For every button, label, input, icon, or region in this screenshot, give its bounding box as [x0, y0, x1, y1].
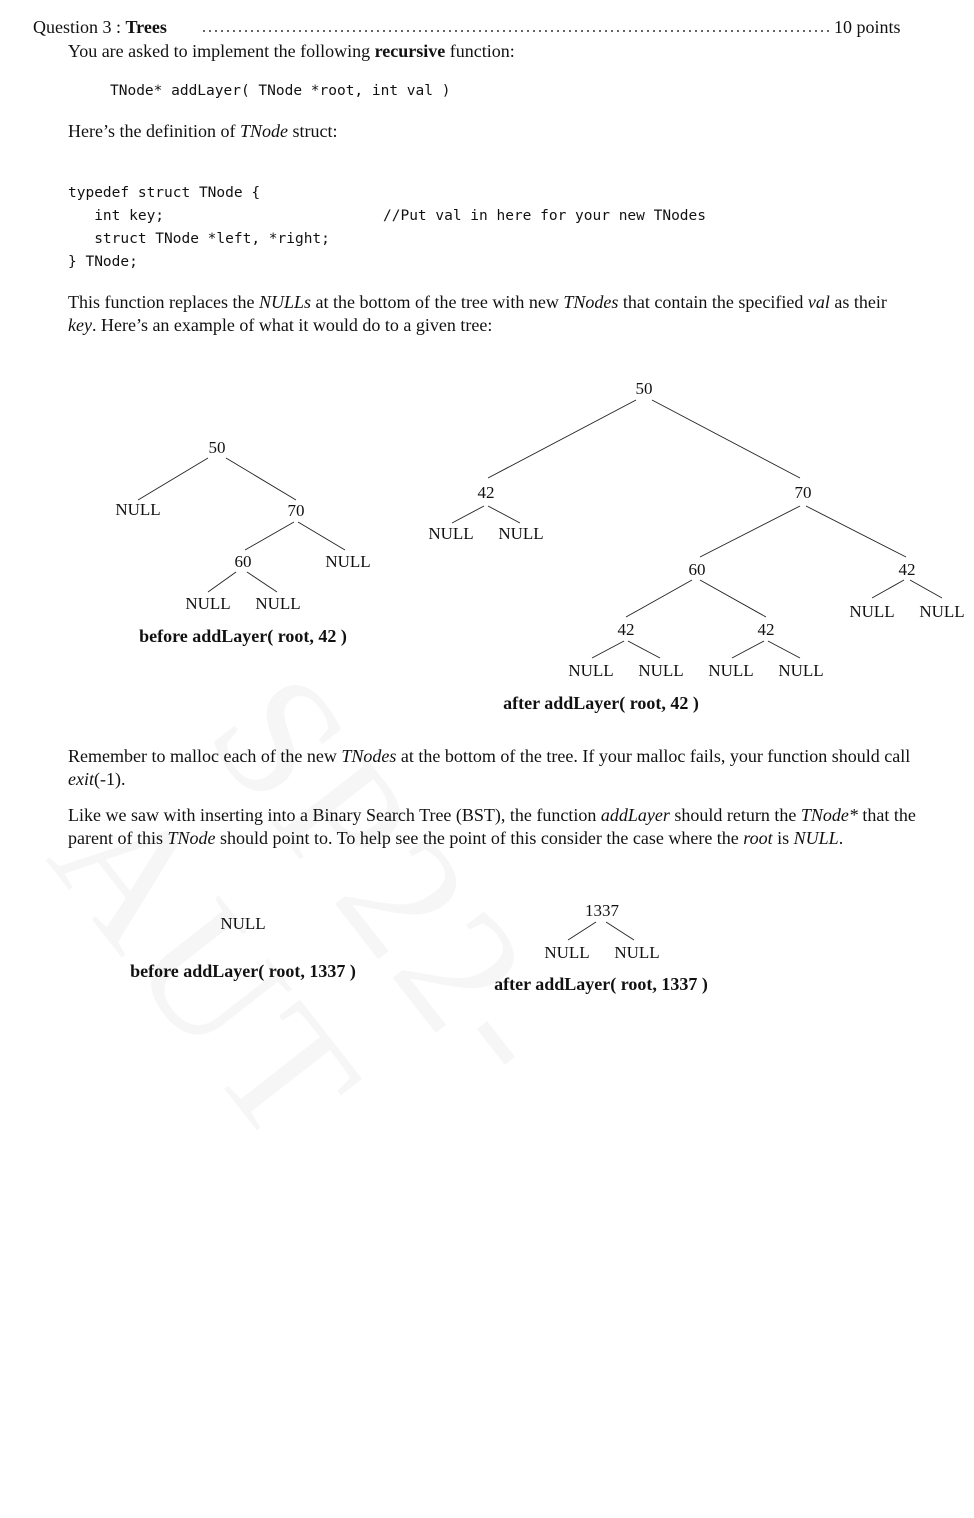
tree-node: 42 — [477, 483, 495, 502]
bst-italic: addLayer — [600, 805, 670, 825]
tree-node-null: NULL — [498, 524, 544, 543]
def-text-1: Here’s the definition of — [68, 121, 240, 141]
tree-node: 42 — [617, 620, 635, 639]
code-line: typedef struct TNode { — [68, 185, 261, 201]
caption-after: after addLayer( root, 42 ) — [503, 693, 699, 713]
intro-text-1: You are asked to implement the following — [68, 41, 375, 61]
tree-after — [428, 379, 964, 714]
tree-node: 42 — [898, 560, 916, 579]
tree-edge — [592, 641, 624, 658]
desc-text: that contain the specified — [618, 292, 808, 312]
desc-text: as their — [829, 292, 887, 312]
bst-text: is — [772, 828, 794, 848]
tree-node-null: NULL — [849, 602, 895, 621]
bst-text: Like we saw with inserting into a Binary Search Tree (BST), the function — [68, 805, 601, 825]
tree-node: 50 — [208, 438, 226, 457]
question-points: 10 points — [834, 17, 901, 37]
tree-node-null: NULL — [220, 914, 266, 933]
malloc-text: (-1). — [93, 769, 126, 789]
tree-node: 1337 — [585, 901, 619, 920]
desc-italic: key — [68, 315, 92, 335]
tree-edge — [700, 506, 800, 557]
bst-italic: root — [743, 828, 773, 848]
tree-node-null: NULL — [115, 500, 161, 519]
tree-edge — [806, 506, 906, 557]
tree-node-null: NULL — [255, 594, 301, 613]
desc-text: . Here’s an example of what it would do to a given tree: — [91, 315, 493, 335]
def-text-2: struct: — [287, 121, 338, 141]
bst-text: should point to. To help see the point of this consider the case where the — [215, 828, 744, 848]
malloc-text: at the bottom of the tree. If your malloc fails, your function should call — [396, 746, 911, 766]
tree-edge — [568, 922, 596, 940]
malloc-italic: TNodes — [341, 746, 397, 766]
code-comment: //Put val in here for your new TNodes — [383, 208, 707, 224]
tree-edge — [700, 580, 766, 617]
tree-edge — [298, 522, 345, 550]
null-tree-after — [494, 901, 708, 995]
desc-text: This function replaces the — [68, 292, 259, 312]
tree-edge — [452, 506, 484, 523]
tree-node-null: NULL — [428, 524, 474, 543]
tree-node-null: NULL — [568, 661, 614, 680]
bst-paragraph — [68, 804, 916, 850]
intro-bold: recursive — [374, 41, 446, 61]
tree-node: 42 — [757, 620, 775, 639]
bst-italic: TNode — [167, 828, 216, 848]
caption-null-after: after addLayer( root, 1337 ) — [494, 974, 708, 994]
malloc-italic: exit — [68, 769, 94, 789]
tree-node-null: NULL — [614, 943, 660, 962]
tree-edge — [208, 572, 236, 592]
malloc-text: Remember to malloc each of the new — [68, 746, 342, 766]
question-prefix: Question 3 : — [33, 17, 121, 37]
tree-node-null: NULL — [185, 594, 231, 613]
tree-node: 60 — [688, 560, 706, 579]
tree-edge — [626, 580, 692, 617]
malloc-paragraph — [68, 745, 916, 791]
tree-edge — [732, 641, 764, 658]
tree-node: 50 — [635, 379, 653, 398]
bst-text: should return the — [669, 805, 801, 825]
tree-node: 70 — [287, 501, 305, 520]
desc-italic: TNodes — [563, 292, 619, 312]
function-signature: TNode* addLayer( TNode *root, int val ) — [110, 83, 451, 99]
tree-edge — [247, 572, 277, 592]
tree-edge — [872, 580, 904, 598]
code-line: struct TNode *left, *right; — [68, 231, 330, 247]
caption-null-before: before addLayer( root, 1337 ) — [130, 961, 356, 981]
bst-italic: NULL — [793, 828, 839, 848]
tree-edge — [768, 641, 800, 658]
tree-edge — [245, 522, 294, 550]
caption-before: before addLayer( root, 42 ) — [139, 626, 347, 646]
tree-edge — [910, 580, 942, 598]
tree-edge — [488, 506, 520, 523]
tree-node-null: NULL — [778, 661, 824, 680]
bst-text: that the parent of this — [68, 805, 916, 848]
tree-node: 60 — [234, 552, 252, 571]
tree-edge — [652, 400, 800, 478]
def-italic: TNode — [239, 121, 288, 141]
tree-node-null: NULL — [638, 661, 684, 680]
tree-node-null: NULL — [544, 943, 590, 962]
desc-italic: val — [807, 292, 830, 312]
tree-edge — [488, 400, 636, 478]
desc-text: at the bottom of the tree with new — [310, 292, 564, 312]
desc-italic: NULLs — [258, 292, 311, 312]
tree-edge — [628, 641, 660, 658]
code-line: int key; — [68, 208, 165, 224]
tree-node-null: NULL — [708, 661, 754, 680]
code-line: } TNode; — [68, 254, 138, 270]
tree-edge — [226, 458, 296, 500]
bst-italic: TNode* — [800, 805, 858, 825]
tree-node-null: NULL — [325, 552, 371, 571]
intro-text-2: function: — [445, 41, 515, 61]
null-tree-before — [130, 914, 356, 982]
tree-edge — [606, 922, 634, 940]
tree-before — [115, 438, 370, 647]
tree-node-null: NULL — [919, 602, 965, 621]
tree-edge — [138, 458, 208, 500]
question-title: Trees — [125, 17, 167, 37]
bst-text: . — [838, 828, 844, 848]
tree-node: 70 — [794, 483, 812, 502]
